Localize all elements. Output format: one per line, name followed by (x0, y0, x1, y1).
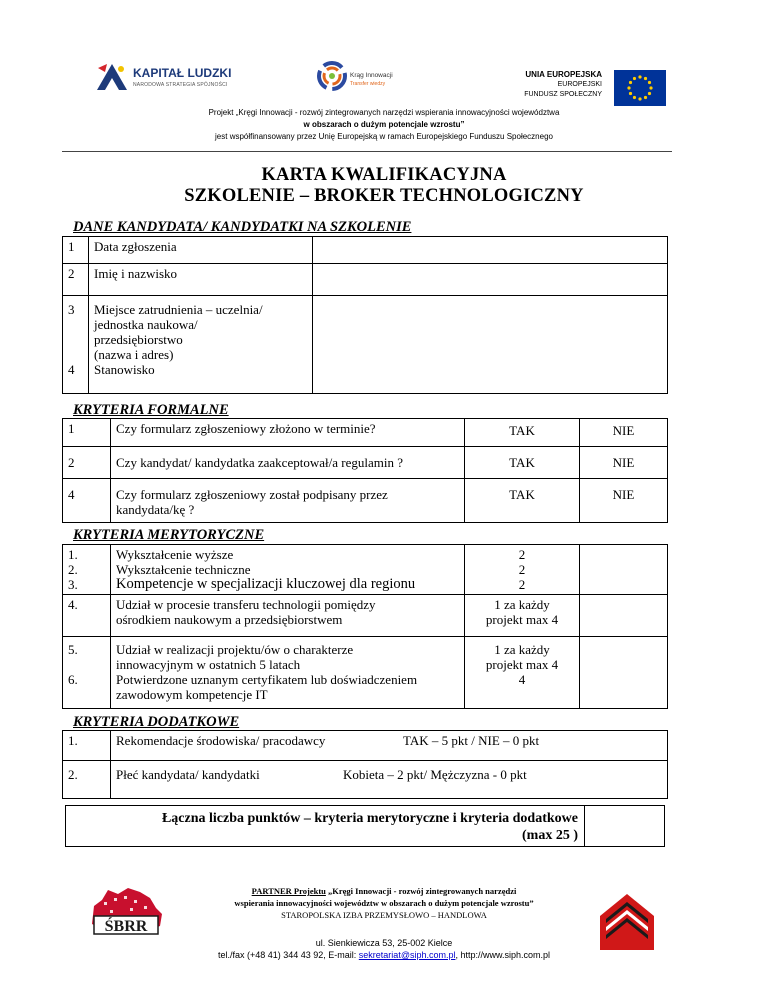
score-input-cell[interactable] (580, 595, 668, 637)
row-number-group (63, 637, 111, 709)
footer-partner-prefix: PARTNER Projektu (251, 886, 326, 896)
unia-europejska-logo (500, 70, 666, 110)
points-value: 2 (518, 547, 526, 562)
row-number-group (63, 296, 89, 394)
project-line-2: w obszarach o dużym potencjale wzrostu” (303, 120, 465, 129)
formal-table (62, 418, 668, 523)
no-option[interactable]: NIE (580, 419, 668, 447)
criterion-label: Czy kandydat/ kandydatka zaakceptował/a regulamin ? (111, 447, 465, 479)
document-title-line-1: KARTA KWALIFIKACYJNA (261, 165, 507, 185)
total-points-box (65, 805, 585, 847)
field-label-group (89, 296, 313, 394)
footer-chamber-name: STAROPOLSKA IZBA PRZEMYSŁOWO – HANDLOWA (281, 910, 487, 920)
criterion-label-continued: innowacyjnym w ostatnich 5 latach (116, 657, 301, 672)
siph-logo (596, 890, 658, 954)
row-number-group (63, 545, 111, 595)
table-row (63, 731, 668, 761)
row-number: 6. (68, 672, 78, 687)
kapital-ludzki-mark-icon (95, 60, 129, 94)
name-input-cell[interactable] (313, 264, 668, 296)
criterion-label: Rekomendacje środowiska/ pracodawcy (116, 733, 326, 748)
header-divider (62, 151, 672, 152)
points-rule: Kobieta – 2 pkt/ Mężczyzna - 0 pkt (343, 767, 527, 782)
yes-option[interactable]: TAK (465, 479, 580, 523)
formal-section-title: KRYTERIA FORMALNE (73, 402, 229, 418)
row-number: 2. (68, 562, 78, 577)
footer-project-line: wspierania innowacyjności województw w obszarach o dużym potencjale wzrostu” (234, 898, 534, 908)
kapital-ludzki-logo (95, 60, 245, 96)
points-group (465, 637, 580, 709)
row-number: 1 (63, 237, 89, 264)
criterion-label: Czy formularz zgłoszeniowy został podpisany przez (116, 487, 388, 502)
field-label: Data zgłoszenia (89, 237, 313, 264)
criterion-label: Kompetencje w specjalizacji kluczowej dla regionu (116, 576, 416, 592)
criterion-label: Płeć kandydata/ kandydatki (116, 767, 260, 782)
ue-line-1: UNIA EUROPEJSKA (525, 70, 602, 79)
employment-input-cell[interactable] (313, 296, 668, 394)
candidate-section-title: DANE KANDYDATA/ KANDYDATKI NA SZKOLENIE (73, 219, 412, 235)
kapital-ludzki-title: KAPITAŁ LUDZKI (133, 66, 232, 80)
ue-line-3: FUNDUSZ SPOŁECZNY (524, 91, 602, 98)
criterion-cell (111, 761, 668, 799)
criterion-label: Udział w realizacji projektu/ów o charakterze (116, 642, 354, 657)
score-input-cell[interactable] (580, 637, 668, 709)
total-points-line-2: (max 25 ) (522, 828, 578, 843)
row-number: 2. (63, 761, 111, 799)
criterion-label-continued: kandydata/kę ? (116, 502, 195, 517)
eu-flag-icon (614, 70, 666, 106)
kregi-innowacji-mark-icon (316, 60, 348, 92)
document-title-line-2: SZKOLENIE – BROKER TECHNOLOGICZNY (184, 186, 584, 206)
field-label-continued: przedsiębiorstwo (94, 332, 183, 347)
table-row (63, 419, 668, 447)
row-number: 4. (63, 595, 111, 637)
kregi-innowacji-logo (316, 60, 426, 96)
footer-address: ul. Sienkiewicza 53, 25-002 Kielce (315, 938, 453, 948)
points-value: 1 za każdy (494, 642, 550, 657)
field-label-continued: jednostka naukowa/ (94, 317, 198, 332)
unia-europejska-text (524, 70, 602, 100)
table-row (63, 447, 668, 479)
table-row (63, 545, 668, 595)
yes-option[interactable]: TAK (465, 447, 580, 479)
criterion-label-continued: ośrodkiem naukowym a przedsiębiorstwem (116, 612, 343, 627)
footer-partner-rest: „Kręgi Innowacji - rozwój zintegrowanych narzędzi (325, 886, 517, 896)
no-option[interactable]: NIE (580, 479, 668, 523)
project-line-1: Projekt „Kręgi Innowacji - rozwój zintegrowanych narzędzi wspierania innowacyjności województwa (208, 108, 560, 117)
yes-option[interactable]: TAK (465, 419, 580, 447)
points-value-continued: projekt max 4 (485, 612, 559, 627)
criterion-group (111, 545, 465, 595)
points-group (465, 545, 580, 595)
kregi-innowacji-title: Krąg Innowacji (350, 72, 393, 79)
row-number: 4 (63, 479, 111, 523)
table-row (63, 637, 668, 709)
row-number: 5. (68, 642, 78, 657)
table-row (63, 761, 668, 799)
no-option[interactable]: NIE (580, 447, 668, 479)
footer-website[interactable]: , http://www.siph.com.pl (455, 950, 551, 960)
row-number: 2 (63, 264, 89, 296)
criterion-group (111, 595, 465, 637)
table-row (63, 237, 668, 264)
points-value-continued: projekt max 4 (485, 657, 559, 672)
field-label: Miejsce zatrudnienia – uczelnia/ (94, 302, 263, 317)
points-value: 2 (518, 577, 526, 592)
points-rule: TAK – 5 pkt / NIE – 0 pkt (403, 733, 540, 748)
criterion-label: Wykształcenie wyższe (116, 547, 234, 562)
row-number: 1 (63, 419, 111, 447)
table-row (63, 479, 668, 523)
points-group (465, 595, 580, 637)
row-number: 4 (68, 362, 75, 377)
date-input-cell[interactable] (313, 237, 668, 264)
points-value: 1 za każdy (494, 597, 550, 612)
table-row (63, 595, 668, 637)
merit-section-title: KRYTERIA MERYTORYCZNE (73, 527, 265, 543)
kapital-ludzki-subtitle: NARODOWA STRATEGIA SPÓJNOŚCI (133, 82, 228, 88)
criterion-label: Potwierdzone uznanym certyfikatem lub doświadczeniem (116, 672, 418, 687)
score-input-cell[interactable] (580, 545, 668, 595)
email-link[interactable]: sekretariat@siph.com.pl (358, 950, 456, 960)
criterion-group (111, 637, 465, 709)
table-row (63, 296, 668, 394)
points-value: 2 (518, 562, 526, 577)
sbrr-logo-text: ŚBRR (104, 918, 148, 935)
field-label: Imię i nazwisko (89, 264, 313, 296)
ue-line-2: EUROPEJSKI (557, 81, 602, 88)
criterion-cell (111, 731, 668, 761)
kregi-innowacji-subtitle: Transfer wiedzy (350, 81, 386, 87)
field-label: Stanowisko (94, 362, 155, 377)
row-number: 3 (68, 302, 75, 317)
points-value: 4 (518, 672, 526, 687)
additional-table (62, 730, 668, 799)
row-number: 2 (63, 447, 111, 479)
criterion-label: Udział w procesie transferu technologii pomiędzy (116, 597, 376, 612)
criterion-label: Wykształcenie techniczne (116, 562, 251, 577)
total-points-input-cell[interactable] (585, 805, 665, 847)
project-line-3: jest współfinansowany przez Unię Europejską w ramach Europejskiego Funduszu Społecznego (215, 132, 553, 141)
row-number: 1. (63, 731, 111, 761)
total-points-line-1: Łączna liczba punktów – kryteria merytoryczne i kryteria dodatkowe (161, 811, 578, 826)
merit-table (62, 544, 668, 709)
row-number: 3. (68, 577, 78, 592)
table-row (63, 264, 668, 296)
criterion-label: Czy formularz zgłoszeniowy złożono w terminie? (111, 419, 465, 447)
candidate-table (62, 236, 668, 394)
criterion-label-continued: zawodowym kompetencje IT (116, 687, 268, 702)
additional-section-title: KRYTERIA DODATKOWE (73, 714, 240, 730)
criterion-label-group (111, 479, 465, 523)
row-number: 1. (68, 547, 78, 562)
field-label-continued: (nazwa i adres) (94, 347, 174, 362)
footer-phone: tel./fax (+48 41) 344 43 92, E-mail: (217, 950, 359, 960)
total-points-label (98, 810, 578, 844)
